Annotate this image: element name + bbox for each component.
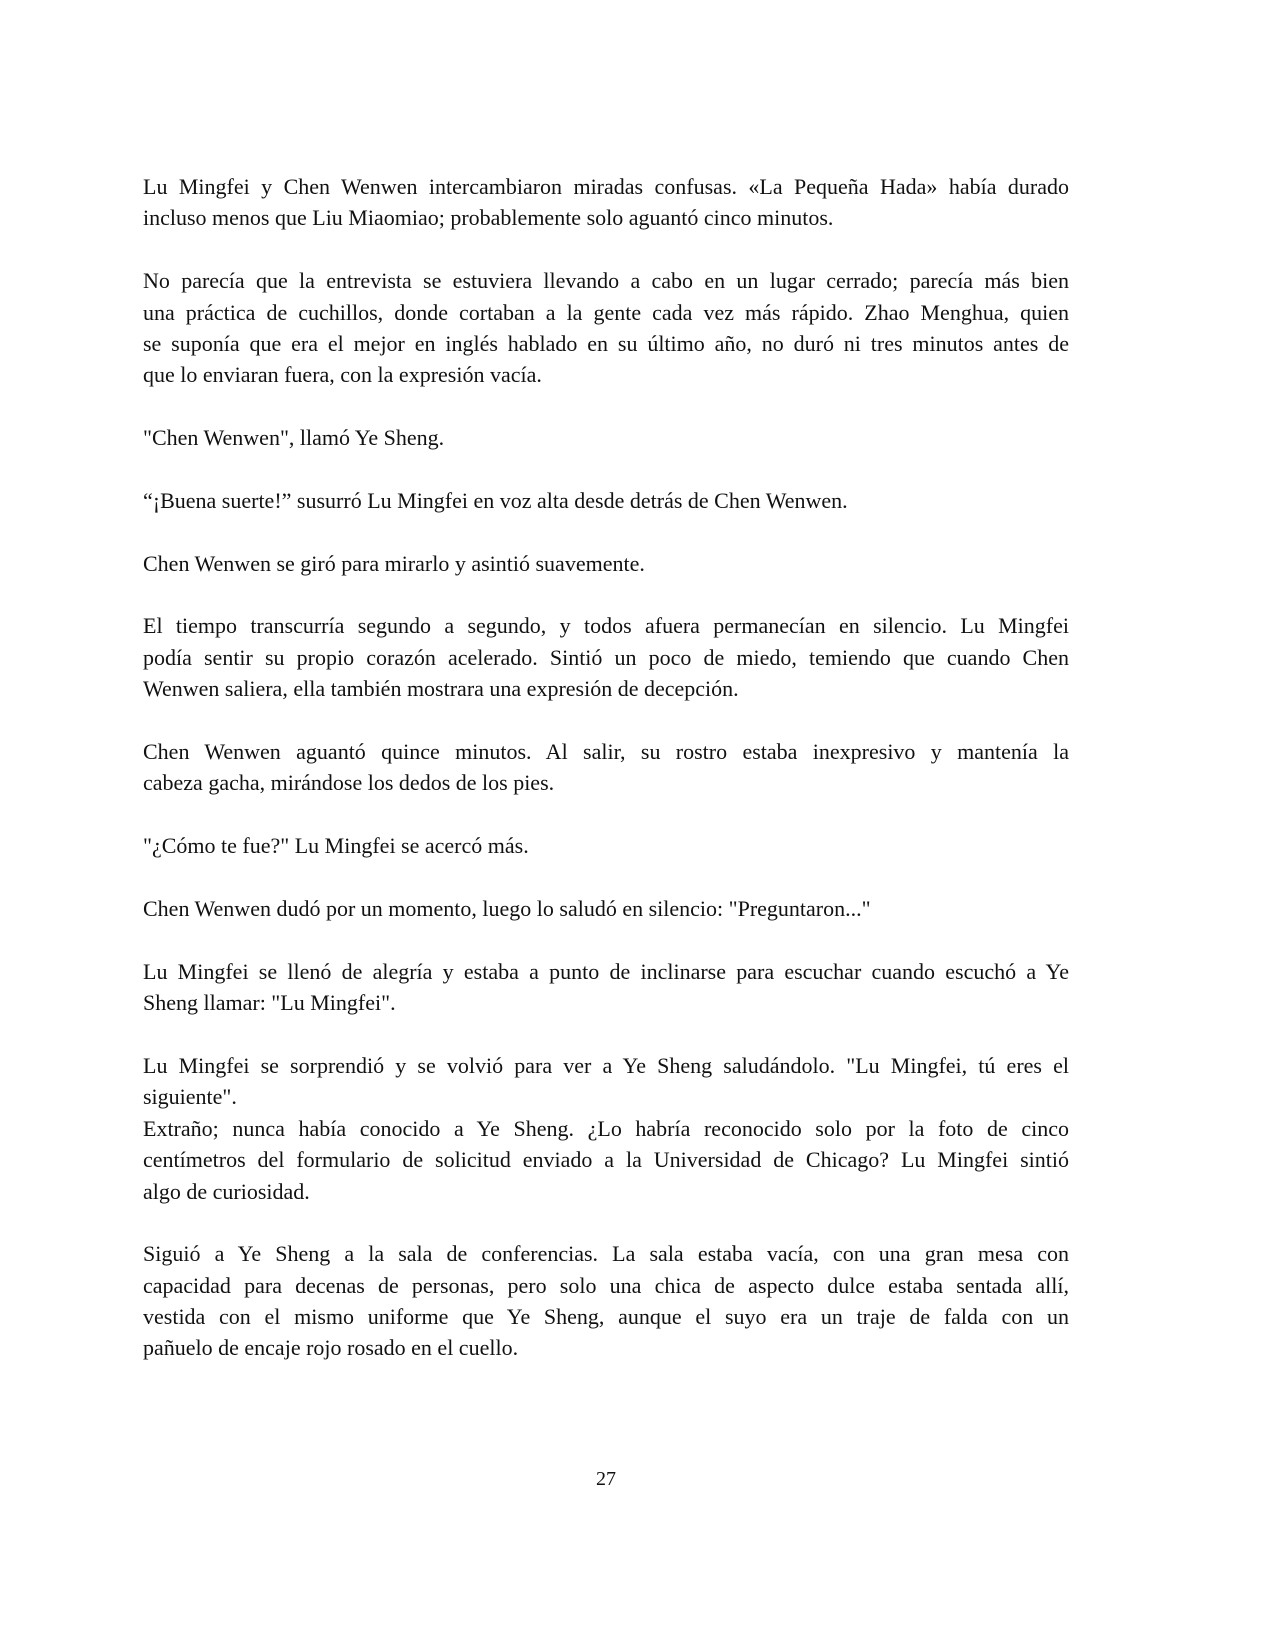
paragraph — [143, 485, 1069, 516]
text-line: siguiente". — [143, 1084, 237, 1110]
text-line: Chen Wenwen se giró para mirarlo y asintió suavemente. — [143, 550, 645, 576]
text-line: Wenwen saliera, ella también mostrara una expresión de decepción. — [143, 676, 739, 702]
text-line: El tiempo transcurría segundo a segundo, y todos afuera permanecían en silencio. Lu Mingfei — [143, 613, 1069, 639]
text-line: cabeza gacha, mirándose los dedos de los pies. — [143, 770, 555, 796]
text-line: una práctica de cuchillos, donde cortaban a la gente cada vez más rápido. Zhao Menghua, quien — [143, 299, 1069, 325]
paragraph — [143, 548, 1069, 579]
text-line: No parecía que la entrevista se estuviera llevando a cabo en un lugar cerrado; parecía más bien — [143, 268, 1069, 294]
paragraph — [143, 422, 1069, 453]
text-line: vestida con el mismo uniforme que Ye Sheng, aunque el suyo era un traje de falda con un — [143, 1304, 1069, 1330]
text-line: podía sentir su propio corazón acelerado. Sintió un poco de miedo, temiendo que cuando Chen — [143, 644, 1069, 670]
paragraph — [143, 171, 1069, 234]
text-line: Chen Wenwen dudó por un momento, luego lo saludó en silencio: "Preguntaron..." — [143, 895, 871, 921]
paragraph — [143, 956, 1069, 1019]
page-body — [143, 171, 1069, 1395]
text-line: pañuelo de encaje rojo rosado en el cuello. — [143, 1335, 519, 1361]
text-line: Lu Mingfei se sorprendió y se volvió para ver a Ye Sheng saludándolo. "Lu Mingfei, tú eres el — [143, 1052, 1069, 1078]
text-line: incluso menos que Liu Miaomiao; probablemente solo aguantó cinco minutos. — [143, 205, 834, 231]
page-number: 27 — [596, 1468, 616, 1490]
paragraph — [143, 736, 1069, 799]
paragraph — [143, 830, 1069, 861]
paragraph — [143, 1050, 1069, 1113]
text-line: que lo enviaran fuera, con la expresión vacía. — [143, 362, 542, 388]
text-line: centímetros del formulario de solicitud enviado a la Universidad de Chicago? Lu Mingfei sintió — [143, 1147, 1069, 1173]
text-line: "Chen Wenwen", llamó Ye Sheng. — [143, 425, 445, 451]
paragraph — [143, 610, 1069, 704]
text-line: Sheng llamar: "Lu Mingfei". — [143, 990, 396, 1016]
paragraph — [143, 265, 1069, 391]
text-line: Extraño; nunca había conocido a Ye Sheng. ¿Lo habría reconocido solo por la foto de cinco — [143, 1115, 1069, 1141]
paragraph — [143, 1238, 1069, 1364]
text-line: algo de curiosidad. — [143, 1178, 310, 1204]
text-line: capacidad para decenas de personas, pero solo una chica de aspecto dulce estaba sentada allí, — [143, 1272, 1069, 1298]
text-line: “¡Buena suerte!” susurró Lu Mingfei en voz alta desde detrás de Chen Wenwen. — [143, 487, 848, 513]
paragraph — [143, 1113, 1069, 1207]
text-line: Lu Mingfei y Chen Wenwen intercambiaron miradas confusas. «La Pequeña Hada» había durado — [143, 174, 1069, 199]
text-line: "¿Cómo te fue?" Lu Mingfei se acercó más. — [143, 833, 529, 859]
paragraph — [143, 893, 1069, 924]
text-line: se suponía que era el mejor en inglés hablado en su último año, no duró ni tres minutos antes de — [143, 330, 1069, 356]
text-line: Chen Wenwen aguantó quince minutos. Al salir, su rostro estaba inexpresivo y mantenía la — [143, 739, 1069, 765]
text-line: Siguió a Ye Sheng a la sala de conferencias. La sala estaba vacía, con una gran mesa con — [143, 1241, 1069, 1267]
text-line: Lu Mingfei se llenó de alegría y estaba a punto de inclinarse para escuchar cuando escuchó a Ye — [143, 958, 1069, 984]
